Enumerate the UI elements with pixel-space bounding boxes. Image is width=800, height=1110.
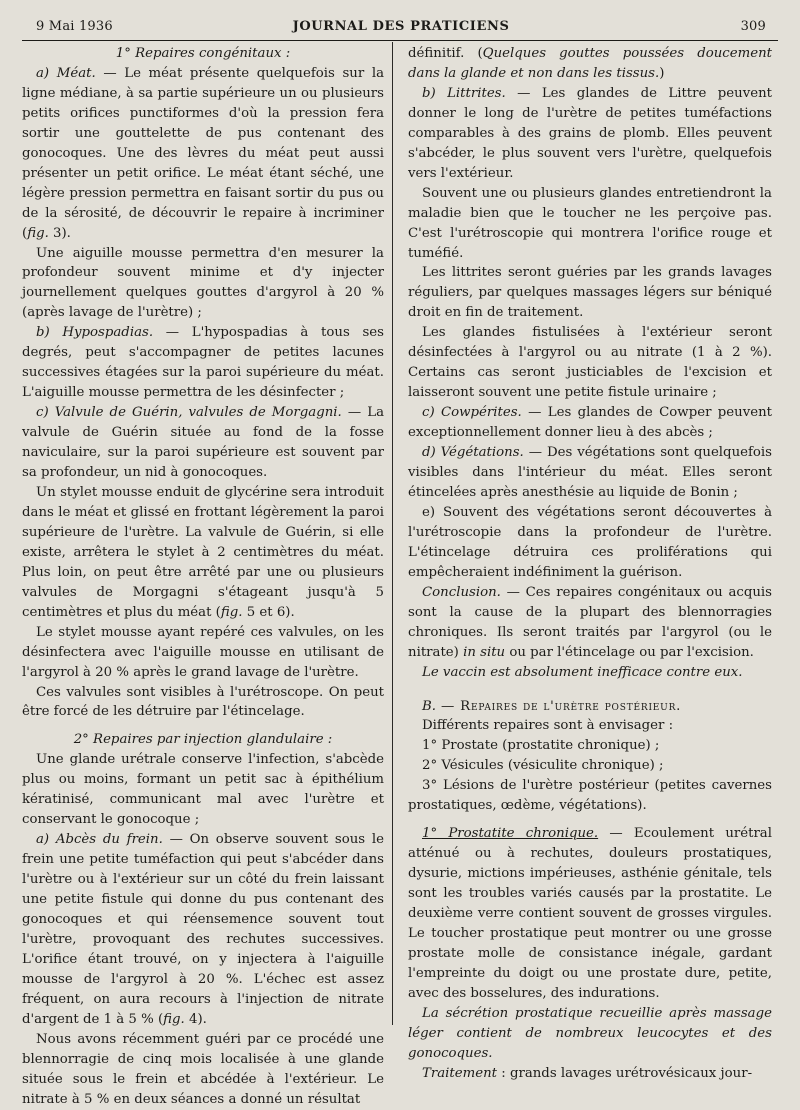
- paragraph-vegetations: d) Végétations. — Des végétations sont quelquefois visibles dans l'intérieur du méat. Elles seront étincelées après anesthésie au liquide de Bonin ;: [408, 445, 773, 500]
- section-heading-posterieur: B. — Repaires de l'urètre postérieur.: [422, 698, 682, 714]
- left-column: [22, 44, 385, 1107]
- paragraph-littrites: b) Littrites. — Les glandes de Littre peuvent donner le long de l'urètre de petites tuméfactions comparables à des grains de plomb. Elles peuvent s'abcéder, le plus souvent vers l'urètre, quelquefois vers l'extérieur.: [408, 85, 773, 181]
- paragraph-continuation: définitif. (Quelques gouttes poussées doucement dans la glande et non dans les tissus.): [408, 46, 772, 81]
- paragraph-vegetations-2: e) Souvent des végétations seront découvertes à l'urétroscopie dans la profondeur de l'urètre. L'étincelage détruira ces proliférations qui empêcheraient indéfiniment la guérison.: [408, 504, 772, 580]
- paragraph-stylet-2: Le stylet mousse ayant repéré ces valvules, on les désinfectera avec l'aiguille mousse en utilisant de l'argyrol à 20 % après le grand lavage de l'urètre.: [22, 624, 384, 680]
- section-heading-glandulaire: 2° Repaires par injection glandulaire :: [73, 732, 333, 748]
- paragraph-glande: Une glande urétrale conserve l'infection, s'abcède plus ou moins, formant un petit sac à épithélium kératinisé, communicant mal avec l'urètre et conservant le gonocoque ;: [22, 752, 384, 828]
- right-column: [408, 44, 773, 1081]
- paragraph-traitement: Traitement : grands lavages urétrovésicaux jour-: [422, 1065, 753, 1081]
- paragraph-abces: a) Abcès du frein. — On observe souvent sous le frein une petite tuméfaction qui peut s'abcéder dans l'urètre ou à l'extérieur sur un côté du frein laissant une petite fistule qui donne du pus contenant des gonocoques et qui réensemence souvent tout l'urètre, provoquant des rechutes successives. L'orifice étant trouvé, on y injectera à l'aiguille mousse de l'argyrol à 20 %. L'échec est assez fréquent, on aura recours à l'injection de nitrate d'argent de 1 à 5 % (fig. 4).: [22, 832, 384, 1027]
- paragraph-hypospadias: b) Hypospadias. — L'hypospadias à tous ses degrés, peut s'accompagner de petites lacunes successives étagées sur la paroi supérieure du méat. L'aiguille mousse permettra de les désinfecter ;: [22, 325, 385, 401]
- header-rule: [22, 40, 778, 41]
- journal-title: JOURNAL DES PRATICIENS: [292, 19, 510, 34]
- paragraph-valvule: c) Valvule de Guérin, valvules de Morgagni. — La valvule de Guérin située au fond de la fosse naviculaire, sur la paroi supérieure est souvent par sa profondeur, un nid à gonocoques.: [22, 405, 384, 481]
- paragraph-meat: a) Méat. — Le méat présente quelquefois sur la ligne médiane, à sa partie supérieure un ou plusieurs petits orifices punctiformes d'où la pression fera sortir une gouttelette de pus contenant des gonocoques. Une des lèvres du méat peut aussi présenter un petit orifice. Le méat étant séché, une légère pression permettra en faisant sortir du pus ou de la sérosité, de découvrir le repaire à incriminer (fig. 3).: [22, 65, 385, 241]
- section-heading-congenital: 1° Repaires congénitaux :: [115, 46, 291, 61]
- paragraph-secretion: La sécrétion prostatique recueillie après massage léger contient de nombreux leucocytes et des gonocoques.: [408, 1005, 772, 1061]
- paragraph-stylet: Un stylet mousse enduit de glycérine sera introduit dans le méat et glissé en frottant légèrement la paroi supérieure de l'urètre. La valvule de Guérin, si elle existe, arrêtera le stylet à 2 centimètres du méat. Plus loin, on peut être arrêté par une ou plusieurs valvules de Morgagni s'étageant jusqu'à 5 centimètres et plus du méat (fig. 5 et 6).: [22, 484, 384, 620]
- paragraph-prostatite: 1° Prostatite chronique. — Ecoulement urétral atténué ou à rechutes, douleurs prostatiques, dysurie, mictions impérieuses, asthénie génitale, tels sont les troubles variés causés par la prostatite. Le deuxième verre contient souvent de grosses virgules. Le toucher prostatique peut montrer ou une grosse prostate molle de consistance inégale, gardant l'empreinte du doigt ou une prostate dure, petite, avec des bosselures, des indurations.: [408, 826, 772, 1001]
- paragraph-fistulisees: Les glandes fistulisées à l'extérieur seront désinfectées à l'argyrol ou au nitrate (1 à 2 %). Certains cas seront justiciables de l'excision et laisseront souvent une petite fistule urinaire ;: [408, 325, 772, 401]
- paragraph-conclusion: Conclusion. — Ces repaires congénitaux ou acquis sont la cause de la plupart des blennorragies chroniques. Ils seront traités par l'argyrol (ou le nitrate) in situ ou par l'étincelage ou par l'excision.: [408, 584, 772, 660]
- paragraph-guerison: Nous avons récemment guéri par ce procédé une blennorragie de cinq mois localisée à une glande située sous le frein et abcédée à l'extérieur. Le nitrate à 5 % en deux séances a donné un résultat: [22, 1031, 384, 1107]
- paragraph-souvent: Souvent une ou plusieurs glandes entretiendront la maladie bien que le toucher ne les perçoive pas. C'est l'urétroscopie qui montrera l'orifice rouge et tuméfié.: [408, 185, 772, 261]
- list-item-prostate: 1° Prostate (prostatite chronique) ;: [422, 738, 660, 754]
- list-item-lesions: 3° Lésions de l'urètre postérieur (petites cavernes prostatiques, œdème, végétations).: [408, 778, 772, 814]
- paragraph-b-intro: Différents repaires sont à envisager :: [422, 718, 674, 734]
- paragraph-vaccin: Le vaccin est absolument inefficace contre eux.: [422, 664, 743, 680]
- paragraph-cowperites: c) Cowpérites. — Les glandes de Cowper peuvent exceptionnellement donner lieu à des abcès ;: [408, 405, 772, 441]
- header-date: 9 Mai 1936: [36, 19, 113, 34]
- paragraph-gueries: Les littrites seront guéries par les grands lavages réguliers, par quelques massages légers sur béniqué droit en fin de traitement.: [408, 265, 772, 321]
- page-header: [36, 14, 766, 40]
- list-item-vesicules: 2° Vésicules (vésiculite chronique) ;: [422, 758, 664, 774]
- paragraph-visibles: Ces valvules sont visibles à l'urétroscope. On peut être forcé de les détruire par l'étincelage.: [22, 684, 384, 720]
- paragraph-aiguille: Une aiguille mousse permettra d'en mesurer la profondeur souvent minime et d'y injecter journellement quelques gouttes d'argyrol à 20 % (après lavage de l'urètre) ;: [22, 245, 384, 321]
- column-divider: [392, 42, 393, 1025]
- page-number: 309: [740, 19, 766, 34]
